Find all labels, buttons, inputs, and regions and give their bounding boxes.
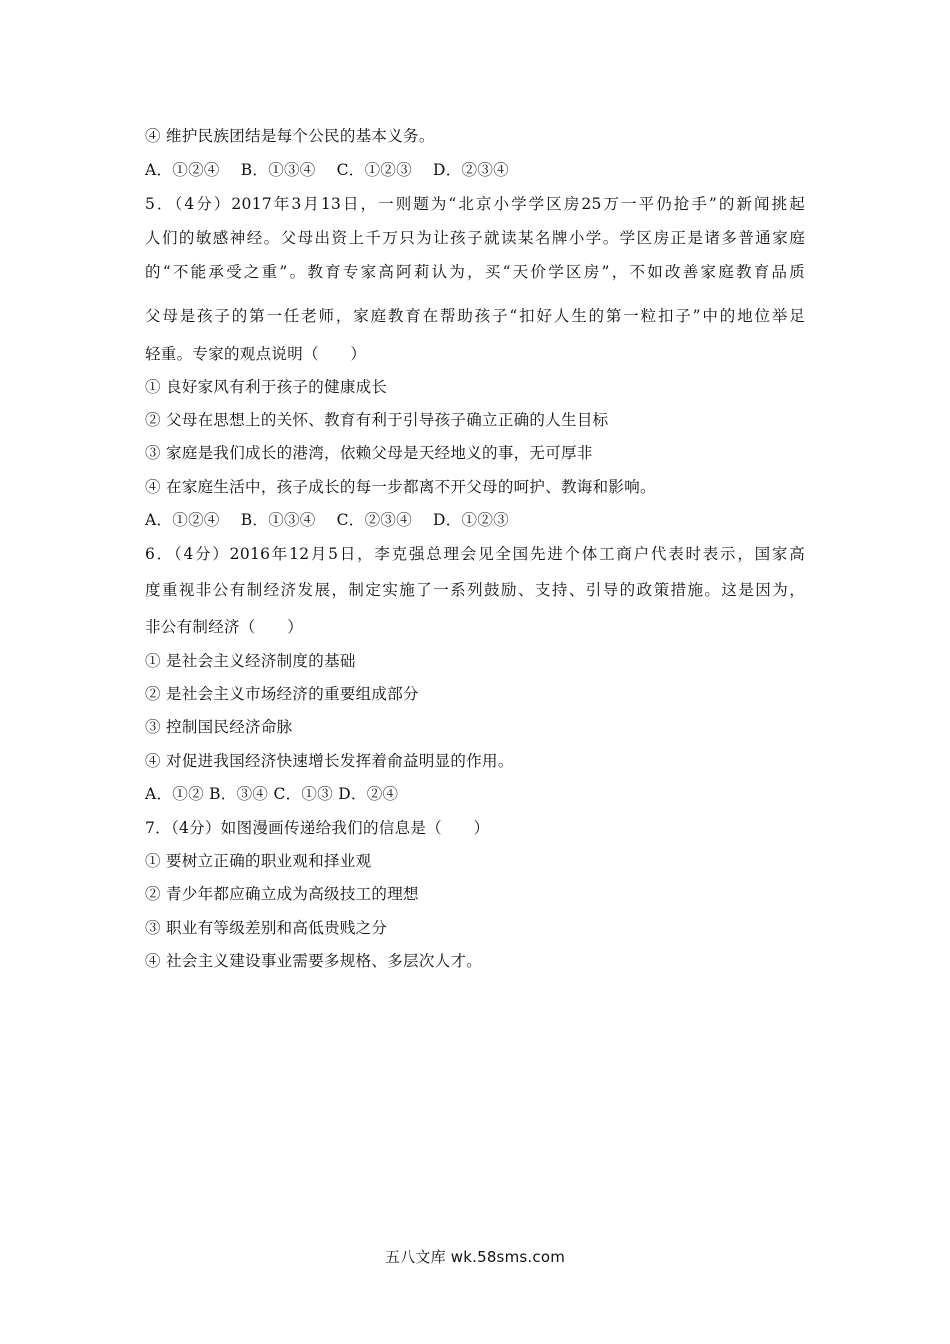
page-footer-watermark: 五八文库 wk.58sms.com — [384, 1248, 566, 1266]
q4-answer-choices: A．①②④ B．①③④ C．①②③ D．②③④ — [145, 161, 509, 179]
q5-answer-choices: A．①②④ B．①③④ C．②③④ D．①②③ — [145, 511, 509, 529]
q7-option-4: ④ 社会主义建设事业需要多规格、多层次人才。 — [145, 952, 483, 970]
q7-option-2: ② 青少年都应确立成为高级技工的理想 — [145, 885, 419, 903]
q7-option-1: ① 要树立正确的职业观和择业观 — [145, 852, 372, 870]
q6-option-1: ① 是社会主义经济制度的基础 — [145, 652, 356, 670]
q5-stem-line-3: 的“不能承受之重”。教育专家高阿莉认为，买“天价学区房”，不如改善家庭教育品质 — [145, 263, 805, 281]
q6-answer-choices: A．①② B．③④ C．①③ D．②④ — [145, 785, 399, 803]
q5-stem-line-5: 轻重。专家的观点说明（ ） — [145, 345, 367, 363]
q6-option-2: ② 是社会主义市场经济的重要组成部分 — [145, 685, 419, 703]
q5-option-3: ③ 家庭是我们成长的港湾，依赖父母是天经地义的事，无可厚非 — [145, 444, 593, 462]
q5-option-2: ② 父母在思想上的关怀、教育有利于引导孩子确立正确的人生目标 — [145, 411, 609, 429]
q6-stem-line-3: 非公有制经济（ ） — [145, 618, 304, 636]
q5-option-4: ④ 在家庭生活中，孩子成长的每一步都离不开父母的呵护、教诲和影响。 — [145, 478, 656, 496]
q7-stem: 7．（4分）如图漫画传递给我们的信息是（ ） — [145, 819, 490, 837]
q6-stem-line-2: 度重视非公有制经济发展，制定实施了一系列鼓励、支持、引导的政策措施。这是因为， — [145, 581, 805, 599]
q5-stem-line-1: 5．（4分）2017年3月13日，一则题为“北京小学学区房25万一平仍抢手”的新闻挑起 — [145, 195, 805, 213]
q6-option-3: ③ 控制国民经济命脉 — [145, 718, 293, 736]
q5-stem-line-2: 人们的敏感神经。父母出资上千万只为让孩子就读某名牌小学。学区房正是诸多普通家庭 — [145, 229, 805, 247]
q6-stem-line-1: 6．（4分）2016年12月5日，李克强总理会见全国先进个体工商户代表时表示，国家高 — [145, 545, 805, 563]
q5-stem-line-4: 父母是孩子的第一任老师，家庭教育在帮助孩子“扣好人生的第一粒扣子”中的地位举足 — [145, 307, 805, 325]
q5-option-1: ① 良好家风有利于孩子的健康成长 — [145, 378, 388, 396]
q6-option-4: ④ 对促进我国经济快速增长发挥着俞益明显的作用。 — [145, 752, 514, 770]
q7-option-3: ③ 职业有等级差别和高低贵贱之分 — [145, 919, 388, 937]
q4-option-4: ④ 维护民族团结是每个公民的基本义务。 — [145, 127, 435, 145]
